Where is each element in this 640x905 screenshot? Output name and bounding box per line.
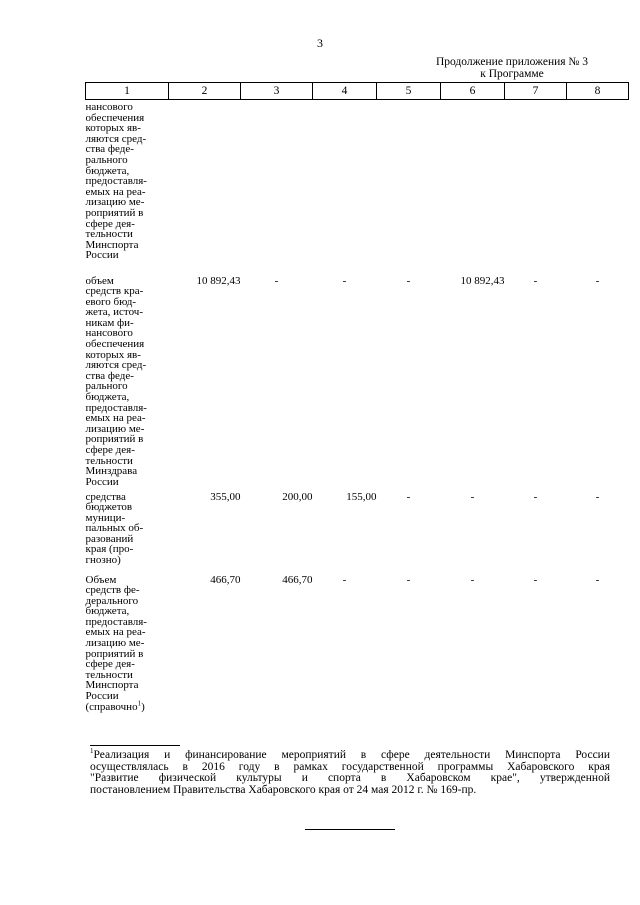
value-cell xyxy=(241,100,313,276)
value-cell: 355,00 xyxy=(210,490,241,503)
budget-table xyxy=(85,82,629,715)
value-cell: 155,00 xyxy=(346,490,377,503)
value-cell: 466,70 xyxy=(282,573,313,586)
footnote-separator xyxy=(90,745,180,746)
table-row xyxy=(86,100,629,276)
label-line: нансового xyxy=(85,327,133,340)
column-header: 7 xyxy=(505,83,567,100)
label-line: бюджетов xyxy=(85,501,133,514)
footnote-marker: 1 xyxy=(90,747,94,756)
value-cell xyxy=(313,100,377,276)
row-label xyxy=(86,492,169,575)
label-line: разований xyxy=(85,532,134,545)
footnote xyxy=(90,747,610,796)
label-line: лизацию ме- xyxy=(85,422,145,435)
label-line: никам фи- xyxy=(85,316,134,329)
value-cell: - xyxy=(406,274,411,287)
value-cell: - xyxy=(533,573,538,586)
label-line: бюджета, xyxy=(85,605,130,618)
label-line: которых яв- xyxy=(85,122,141,135)
label-line: муници- xyxy=(85,511,126,524)
value-cell: - xyxy=(342,573,347,586)
label-line: России xyxy=(85,690,119,703)
column-header: 6 xyxy=(441,83,505,100)
label-line: нансового xyxy=(85,101,133,113)
label-line: ства феде- xyxy=(85,143,134,156)
label-line: Минспорта xyxy=(85,238,139,251)
value-cell: - xyxy=(470,490,475,503)
label-line: пальных об- xyxy=(85,522,144,535)
label-text: (справочно xyxy=(85,700,138,713)
label-line: края (про- xyxy=(85,543,134,556)
value-cell: - xyxy=(595,490,600,503)
label-line: обеспечения xyxy=(85,111,145,124)
label-line: емых на реа- xyxy=(85,626,146,639)
label-line: сфере дея- xyxy=(85,444,135,456)
column-header: 1 xyxy=(86,83,169,100)
label-line: роприятий в xyxy=(85,433,144,446)
label-line: рального xyxy=(85,153,128,166)
label-line: тельности xyxy=(85,668,133,681)
value-cell: 10 892,43 xyxy=(196,274,241,287)
value-cell: 200,00 xyxy=(282,490,313,503)
continuation-heading xyxy=(422,56,602,80)
footnote-line: "Развитие физической культуры и спорта в Хабаровском крае", утвержденной xyxy=(90,772,610,784)
label-line: сфере дея- xyxy=(85,658,135,671)
continuation-line-2: к Программе xyxy=(480,68,544,80)
label-line: дерального xyxy=(85,594,139,607)
value-cell: - xyxy=(342,274,347,287)
value-cell xyxy=(441,100,505,276)
value-cell: - xyxy=(406,490,411,503)
column-header: 2 xyxy=(169,83,241,100)
column-header: 3 xyxy=(241,83,313,100)
label-line: лизацию ме- xyxy=(85,196,145,209)
value-cell: - xyxy=(533,490,538,503)
table-row xyxy=(86,276,629,492)
row-label xyxy=(86,276,169,492)
column-header: 4 xyxy=(313,83,377,100)
value-cell: - xyxy=(274,274,279,287)
continuation-line-1: Продолжение приложения № 3 xyxy=(435,56,589,68)
value-cell xyxy=(377,100,441,276)
label-text: ) xyxy=(141,700,145,713)
footnote-line: постановлением Правительства Хабаровского края от 24 мая 2012 г. № 169-пр. xyxy=(90,783,477,796)
label-line: предоставля- xyxy=(85,615,147,628)
footnote-line: осуществлялась в 2016 году в рамках государственной программы Хабаровского края xyxy=(90,760,610,773)
table-header-row xyxy=(86,83,629,100)
footnote-text: Реализация и финансирование мероприятий в сфере деятельности Минспорта России xyxy=(93,749,610,761)
column-header: 5 xyxy=(377,83,441,100)
label-line: бюджета, xyxy=(85,164,130,177)
label-line: предоставля- xyxy=(85,401,147,414)
label-line: ства феде- xyxy=(85,369,134,382)
label-line: объем xyxy=(85,274,114,287)
page-number: 3 xyxy=(317,36,323,50)
value-cell: - xyxy=(595,573,600,586)
column-header: 8 xyxy=(567,83,629,100)
value-cell xyxy=(169,100,241,276)
label-line: жета, источ- xyxy=(85,306,144,319)
label-line: Объем xyxy=(85,573,117,586)
label-line: ляются сред- xyxy=(85,359,147,372)
value-cell: - xyxy=(533,274,538,287)
table-row xyxy=(86,492,629,575)
label-line: средств кра- xyxy=(85,285,144,298)
label-line: лизацию ме- xyxy=(85,637,145,650)
table-row xyxy=(86,575,629,715)
value-cell: 10 892,43 xyxy=(460,274,505,287)
label-line: роприятий в xyxy=(85,206,144,219)
label-line: бюджета, xyxy=(85,391,130,404)
label-line: России xyxy=(85,249,119,262)
value-cell: - xyxy=(595,274,600,287)
label-line: роприятий в xyxy=(85,647,144,660)
label-line: тельности xyxy=(85,228,133,241)
label-line: России xyxy=(85,475,119,488)
label-line: Минздрава xyxy=(85,465,138,478)
label-line: средств фе- xyxy=(85,584,140,597)
value-cell: 466,70 xyxy=(210,573,241,586)
value-cell: - xyxy=(406,573,411,586)
label-line: обеспечения xyxy=(85,338,145,351)
label-line: средства xyxy=(85,490,126,503)
label-line: гнозно) xyxy=(85,554,121,567)
end-of-document-rule xyxy=(305,829,395,830)
label-line: ляются сред- xyxy=(85,132,147,145)
label-line: емых на реа- xyxy=(85,412,146,425)
label-line: емых на реа- xyxy=(85,185,146,198)
value-cell xyxy=(567,100,629,276)
label-line: сфере дея- xyxy=(85,217,135,230)
value-cell xyxy=(505,100,567,276)
row-label xyxy=(86,575,169,715)
label-line: Минспорта xyxy=(85,679,139,692)
label-line-with-footnote xyxy=(85,698,169,713)
label-line: которых яв- xyxy=(85,348,141,361)
footnote-line xyxy=(90,747,610,762)
label-line: рального xyxy=(85,380,128,393)
row-label xyxy=(86,100,169,276)
footnote-ref: 1 xyxy=(137,698,142,707)
label-line: евого бюд- xyxy=(85,295,137,308)
label-line: предоставля- xyxy=(85,175,147,188)
value-cell: - xyxy=(470,573,475,586)
label-line: тельности xyxy=(85,454,133,467)
